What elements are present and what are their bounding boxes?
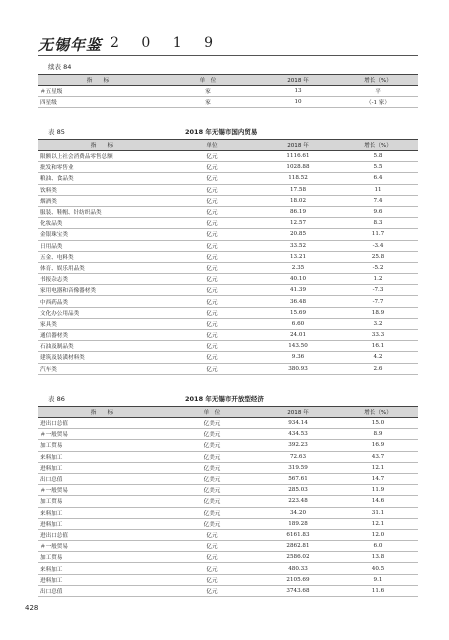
page-header bbox=[38, 34, 418, 54]
table-cell: 来料加工 bbox=[38, 507, 166, 518]
table86-col-header: 指 标 bbox=[38, 407, 166, 418]
table-cell: 5.8 bbox=[338, 151, 418, 162]
table-row bbox=[38, 285, 418, 296]
table-cell: 亿美元 bbox=[166, 462, 258, 473]
table-cell: 亿元 bbox=[166, 262, 258, 273]
table-cell: 家 bbox=[158, 97, 258, 108]
table-cell: 文化办公用品类 bbox=[38, 307, 166, 318]
table-cell: 34.20 bbox=[258, 507, 338, 518]
table-row bbox=[38, 529, 418, 540]
table-cell: 2105.69 bbox=[258, 574, 338, 585]
table-row bbox=[38, 507, 418, 518]
table-row bbox=[38, 162, 418, 173]
table-cell: 亿元 bbox=[166, 206, 258, 217]
table-row bbox=[38, 218, 418, 229]
table-cell: 限额以上社会消费品零售总额 bbox=[38, 151, 166, 162]
table85-col-header: 2018 年 bbox=[258, 140, 338, 151]
table84-col-header: 增长（%） bbox=[338, 75, 418, 86]
table-cell: 223.48 bbox=[258, 496, 338, 507]
table-row bbox=[38, 330, 418, 341]
table-cell: 20.85 bbox=[258, 229, 338, 240]
table-cell: 书报杂志类 bbox=[38, 274, 166, 285]
table85-col-header: 增长（%） bbox=[338, 140, 418, 151]
table-cell: 33.52 bbox=[258, 240, 338, 251]
table-cell: 亿元 bbox=[166, 563, 258, 574]
table-cell: 9.6 bbox=[338, 206, 418, 217]
table-cell: 加工贸易 bbox=[38, 496, 166, 507]
table84-col-header: 指 标 bbox=[38, 75, 158, 86]
table86 bbox=[38, 406, 418, 597]
table-cell: 亿元 bbox=[166, 151, 258, 162]
table-cell: 13.8 bbox=[338, 552, 418, 563]
table-cell: 进料加工 bbox=[38, 462, 166, 473]
table-cell: 饮料类 bbox=[38, 184, 166, 195]
table-cell: 2.35 bbox=[258, 262, 338, 273]
table-row bbox=[38, 451, 418, 462]
table-cell: 亿元 bbox=[166, 229, 258, 240]
table-cell: 25.8 bbox=[338, 251, 418, 262]
table-cell: 12.1 bbox=[338, 462, 418, 473]
table-cell: 2.6 bbox=[338, 363, 418, 374]
table-cell: 亿元 bbox=[166, 307, 258, 318]
table-row bbox=[38, 184, 418, 195]
table-cell: 来料加工 bbox=[38, 451, 166, 462]
table-cell: 17.58 bbox=[258, 184, 338, 195]
table-cell: 亿美元 bbox=[166, 485, 258, 496]
table85 bbox=[38, 139, 418, 375]
table84-caption: 续表 84 bbox=[48, 63, 72, 71]
table-cell: 11.6 bbox=[338, 585, 418, 596]
table-cell: 烟酒类 bbox=[38, 195, 166, 206]
table-cell: 72.63 bbox=[258, 451, 338, 462]
table-cell: 家 bbox=[158, 86, 258, 97]
table-cell: 进出口总值 bbox=[38, 418, 166, 429]
table-cell: 16.9 bbox=[338, 440, 418, 451]
table-row bbox=[38, 173, 418, 184]
table-row bbox=[38, 262, 418, 273]
table-cell: 亿美元 bbox=[166, 429, 258, 440]
table-row bbox=[38, 496, 418, 507]
table85-title: 2018 年无锡市国内贸易 bbox=[185, 128, 258, 136]
table-row bbox=[38, 86, 418, 97]
table-cell: 进料加工 bbox=[38, 574, 166, 585]
table84 bbox=[38, 74, 418, 108]
table-row bbox=[38, 541, 418, 552]
table-cell: 进料加工 bbox=[38, 518, 166, 529]
table-cell: 亿美元 bbox=[166, 473, 258, 484]
table-row bbox=[38, 552, 418, 563]
table-cell: 加工贸易 bbox=[38, 552, 166, 563]
table-cell: 亿元 bbox=[166, 574, 258, 585]
table86-col-header: 单 位 bbox=[166, 407, 258, 418]
table-cell: 四星级 bbox=[38, 97, 158, 108]
table-cell: ＃一般贸易 bbox=[38, 429, 166, 440]
table-cell: 出口总值 bbox=[38, 585, 166, 596]
table-row bbox=[38, 296, 418, 307]
table-cell: 118.52 bbox=[258, 173, 338, 184]
table-cell: 40.5 bbox=[338, 563, 418, 574]
table-cell: 8.9 bbox=[338, 429, 418, 440]
table86-header bbox=[38, 407, 418, 418]
table-cell: 1.2 bbox=[338, 274, 418, 285]
table-row bbox=[38, 418, 418, 429]
table-cell: 6.4 bbox=[338, 173, 418, 184]
table-cell: 567.61 bbox=[258, 473, 338, 484]
table-cell: 4.2 bbox=[338, 352, 418, 363]
table-cell: -7.7 bbox=[338, 296, 418, 307]
table-cell: 24.01 bbox=[258, 330, 338, 341]
table-cell: 通信器材类 bbox=[38, 330, 166, 341]
table-cell: 进出口总值 bbox=[38, 529, 166, 540]
table-cell: 石油及制品类 bbox=[38, 341, 166, 352]
table-cell: 亿元 bbox=[166, 363, 258, 374]
table-cell: 11.9 bbox=[338, 485, 418, 496]
table-cell: 亿元 bbox=[166, 341, 258, 352]
table-row bbox=[38, 585, 418, 596]
table-cell: 亿元 bbox=[166, 541, 258, 552]
table-cell: 6.60 bbox=[258, 318, 338, 329]
table-cell: （-1 家） bbox=[338, 97, 418, 108]
table-row bbox=[38, 341, 418, 352]
table-cell: 亿元 bbox=[166, 529, 258, 540]
table-cell: 31.1 bbox=[338, 507, 418, 518]
table-cell: 亿元 bbox=[166, 318, 258, 329]
table-cell: 434.53 bbox=[258, 429, 338, 440]
table-cell: 14.6 bbox=[338, 496, 418, 507]
table-cell: 12.1 bbox=[338, 518, 418, 529]
table-cell: 480.33 bbox=[258, 563, 338, 574]
table84-col-header: 单 位 bbox=[158, 75, 258, 86]
table-row bbox=[38, 473, 418, 484]
table-cell: 6.0 bbox=[338, 541, 418, 552]
table-row bbox=[38, 429, 418, 440]
table-cell: 18.9 bbox=[338, 307, 418, 318]
table-cell: 143.50 bbox=[258, 341, 338, 352]
table-cell: 6161.83 bbox=[258, 529, 338, 540]
table85-number: 表 85 bbox=[48, 128, 65, 136]
table-cell: 亿美元 bbox=[166, 518, 258, 529]
table-cell: 亿元 bbox=[166, 274, 258, 285]
table-cell: 亿元 bbox=[166, 330, 258, 341]
table-row bbox=[38, 151, 418, 162]
table-cell: 86.19 bbox=[258, 206, 338, 217]
table-cell: 7.4 bbox=[338, 195, 418, 206]
table-cell: 亿元 bbox=[166, 240, 258, 251]
table-cell: 8.3 bbox=[338, 218, 418, 229]
table-cell: 日用品类 bbox=[38, 240, 166, 251]
table-row bbox=[38, 574, 418, 585]
table-cell: 来料加工 bbox=[38, 563, 166, 574]
table85-header bbox=[38, 140, 418, 151]
table86-title: 2018 年无锡市开放型经济 bbox=[185, 395, 264, 403]
table85-col-header: 单位 bbox=[166, 140, 258, 151]
table-cell: 亿元 bbox=[166, 352, 258, 363]
table-cell: 392.23 bbox=[258, 440, 338, 451]
table-row bbox=[38, 251, 418, 262]
table-cell: 亿元 bbox=[166, 184, 258, 195]
table-cell: 43.7 bbox=[338, 451, 418, 462]
table-row bbox=[38, 206, 418, 217]
table-cell: 9.36 bbox=[258, 352, 338, 363]
table-cell: 亿元 bbox=[166, 296, 258, 307]
table-cell: -3.4 bbox=[338, 240, 418, 251]
table-cell: 亿美元 bbox=[166, 451, 258, 462]
table-cell: 3743.68 bbox=[258, 585, 338, 596]
table-cell: 5.5 bbox=[338, 162, 418, 173]
table-cell: 16.1 bbox=[338, 341, 418, 352]
table-row bbox=[38, 352, 418, 363]
table-row bbox=[38, 440, 418, 451]
table-cell: 11 bbox=[338, 184, 418, 195]
table-cell: 41.39 bbox=[258, 285, 338, 296]
table-cell: 2586.02 bbox=[258, 552, 338, 563]
table-cell: ＃一般贸易 bbox=[38, 485, 166, 496]
table-cell: 体育、娱乐用品类 bbox=[38, 262, 166, 273]
table-cell: 189.28 bbox=[258, 518, 338, 529]
table-cell: 40.10 bbox=[258, 274, 338, 285]
table-cell: 285.03 bbox=[258, 485, 338, 496]
table-cell: 33.3 bbox=[338, 330, 418, 341]
table-cell: 批发和零售业 bbox=[38, 162, 166, 173]
table-row bbox=[38, 318, 418, 329]
table-row bbox=[38, 485, 418, 496]
table-cell: 亿元 bbox=[166, 251, 258, 262]
table-cell: 亿元 bbox=[166, 285, 258, 296]
table-cell: 13.21 bbox=[258, 251, 338, 262]
table-cell: 亿元 bbox=[166, 173, 258, 184]
table-cell: 中西药品类 bbox=[38, 296, 166, 307]
table86-number: 表 86 bbox=[48, 395, 65, 403]
table-row bbox=[38, 563, 418, 574]
table86-col-header: 增长（%） bbox=[338, 407, 418, 418]
page-number: 428 bbox=[25, 604, 39, 612]
table-cell: 2862.81 bbox=[258, 541, 338, 552]
table-cell: 亿元 bbox=[166, 218, 258, 229]
table-cell: 18.02 bbox=[258, 195, 338, 206]
table-cell: 10 bbox=[258, 97, 338, 108]
yearbook-brand: 无锡年鉴 bbox=[38, 36, 103, 54]
table-cell: 934.14 bbox=[258, 418, 338, 429]
table-cell: 亿美元 bbox=[166, 507, 258, 518]
table-cell: 亿美元 bbox=[166, 440, 258, 451]
table-cell: ＃五星级 bbox=[38, 86, 158, 97]
table-row bbox=[38, 462, 418, 473]
table-cell: 319.59 bbox=[258, 462, 338, 473]
table-cell: 14.7 bbox=[338, 473, 418, 484]
table-cell: 15.69 bbox=[258, 307, 338, 318]
table84-col-header: 2018 年 bbox=[258, 75, 338, 86]
table85-col-header: 指 标 bbox=[38, 140, 166, 151]
table-cell: 金银珠宝类 bbox=[38, 229, 166, 240]
table-cell: 化妆品类 bbox=[38, 218, 166, 229]
table-cell: 五金、电料类 bbox=[38, 251, 166, 262]
table-row bbox=[38, 195, 418, 206]
table-cell: 粮油、食品类 bbox=[38, 173, 166, 184]
table-row bbox=[38, 363, 418, 374]
table-cell: 平 bbox=[338, 86, 418, 97]
table-cell: 亿美元 bbox=[166, 418, 258, 429]
table-row bbox=[38, 307, 418, 318]
table-row bbox=[38, 97, 418, 108]
table-row bbox=[38, 229, 418, 240]
table-cell: 9.1 bbox=[338, 574, 418, 585]
table86-col-header: 2018 年 bbox=[258, 407, 338, 418]
table-cell: 加工贸易 bbox=[38, 440, 166, 451]
table-cell: 建筑及装潢材料类 bbox=[38, 352, 166, 363]
table-cell: 1028.88 bbox=[258, 162, 338, 173]
table-cell: 家用电器和音像器材类 bbox=[38, 285, 166, 296]
header-rule bbox=[38, 55, 418, 56]
table-cell: ＃一般贸易 bbox=[38, 541, 166, 552]
table-cell: 12.57 bbox=[258, 218, 338, 229]
table-cell: 亿美元 bbox=[166, 496, 258, 507]
table-row bbox=[38, 518, 418, 529]
table-cell: 服装、鞋帽、针纺织品类 bbox=[38, 206, 166, 217]
table-cell: 13 bbox=[258, 86, 338, 97]
table-cell: 3.2 bbox=[338, 318, 418, 329]
table-cell: 出口总值 bbox=[38, 473, 166, 484]
table-cell: 亿元 bbox=[166, 585, 258, 596]
table-cell: 亿元 bbox=[166, 162, 258, 173]
table-cell: 12.0 bbox=[338, 529, 418, 540]
yearbook-year: 2 0 1 9 bbox=[110, 35, 222, 51]
table-cell: 36.48 bbox=[258, 296, 338, 307]
table-cell: 380.93 bbox=[258, 363, 338, 374]
table-cell: -5.2 bbox=[338, 262, 418, 273]
table84-header bbox=[38, 75, 418, 86]
table-row bbox=[38, 274, 418, 285]
table-cell: 亿元 bbox=[166, 195, 258, 206]
table-row bbox=[38, 240, 418, 251]
table-cell: 亿元 bbox=[166, 552, 258, 563]
table-cell: 汽车类 bbox=[38, 363, 166, 374]
table-cell: 1116.61 bbox=[258, 151, 338, 162]
table-cell: 家具类 bbox=[38, 318, 166, 329]
table-cell: -7.3 bbox=[338, 285, 418, 296]
table-cell: 15.0 bbox=[338, 418, 418, 429]
table-cell: 11.7 bbox=[338, 229, 418, 240]
